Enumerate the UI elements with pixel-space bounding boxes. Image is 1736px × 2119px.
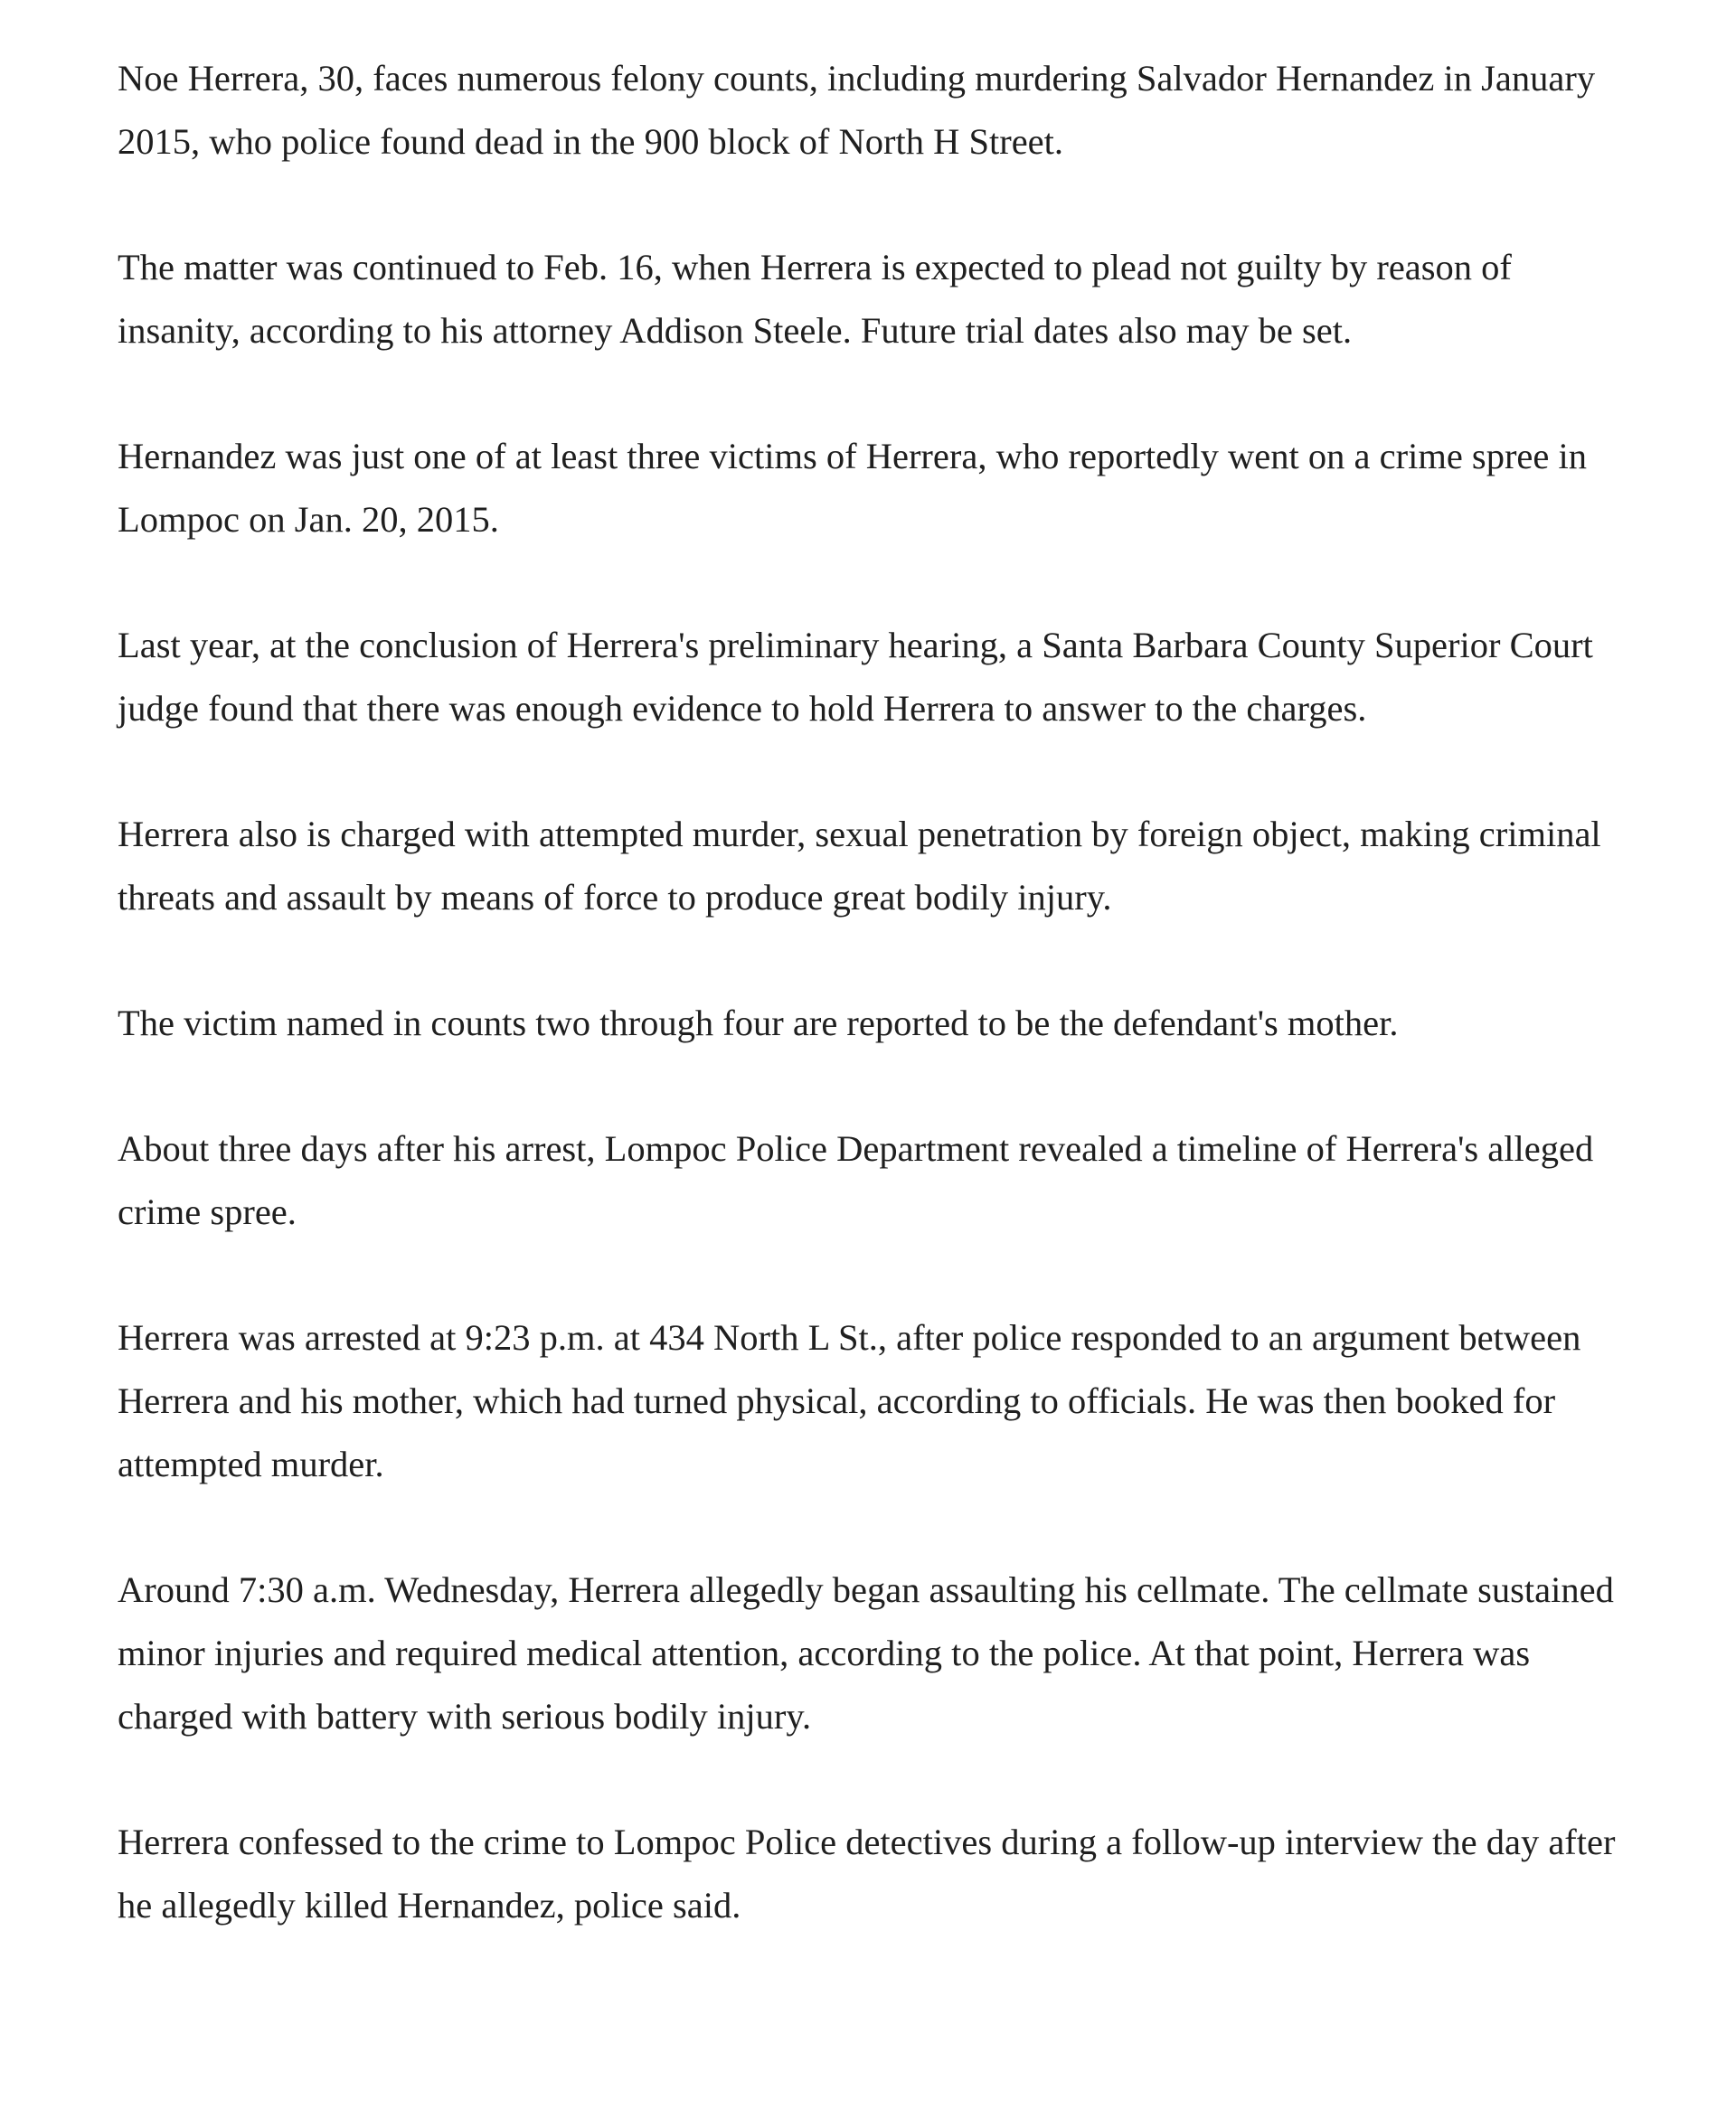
paragraph-6: The victim named in counts two through four are reported to be the defendant's mother. <box>118 1003 1399 1043</box>
paragraph-10: Herrera confessed to the crime to Lompoc Police detectives during a follow-up interview the day after he allegedly killed Hernandez, police said. <box>118 1822 1616 1926</box>
paragraph-9: Around 7:30 a.m. Wednesday, Herrera allegedly began assaulting his cellmate. The cellmate sustained minor injuries and required medical attention, according to the police. At that point, Herrera was charged with battery with serious bodily injury. <box>118 1569 1614 1737</box>
paragraph-5: Herrera also is charged with attempted murder, sexual penetration by foreign object, making criminal threats and assault by means of force to produce great bodily injury. <box>118 814 1601 918</box>
paragraph-2: The matter was continued to Feb. 16, when Herrera is expected to plead not guilty by reason of insanity, according to his attorney Addison Steele. Future trial dates also may be set. <box>118 247 1512 351</box>
paragraph-8: Herrera was arrested at 9:23 p.m. at 434 North L St., after police responded to an argument between Herrera and his mother, which had turned physical, according to officials. He was then booked for attempted murder. <box>118 1317 1581 1484</box>
paragraph-7: About three days after his arrest, Lompoc Police Department revealed a timeline of Herrera's alleged crime spree. <box>118 1128 1594 1232</box>
paragraph-3: Hernandez was just one of at least three victims of Herrera, who reportedly went on a crime spree in Lompoc on Jan. 20, 2015. <box>118 436 1588 540</box>
paragraph-4: Last year, at the conclusion of Herrera's preliminary hearing, a Santa Barbara County Superior Court judge found that there was enough evidence to hold Herrera to answer to the charges. <box>118 625 1593 729</box>
paragraph-1: Noe Herrera, 30, faces numerous felony counts, including murdering Salvador Hernandez in January 2015, who police found dead in the 900 block of North H Street. <box>118 58 1596 162</box>
